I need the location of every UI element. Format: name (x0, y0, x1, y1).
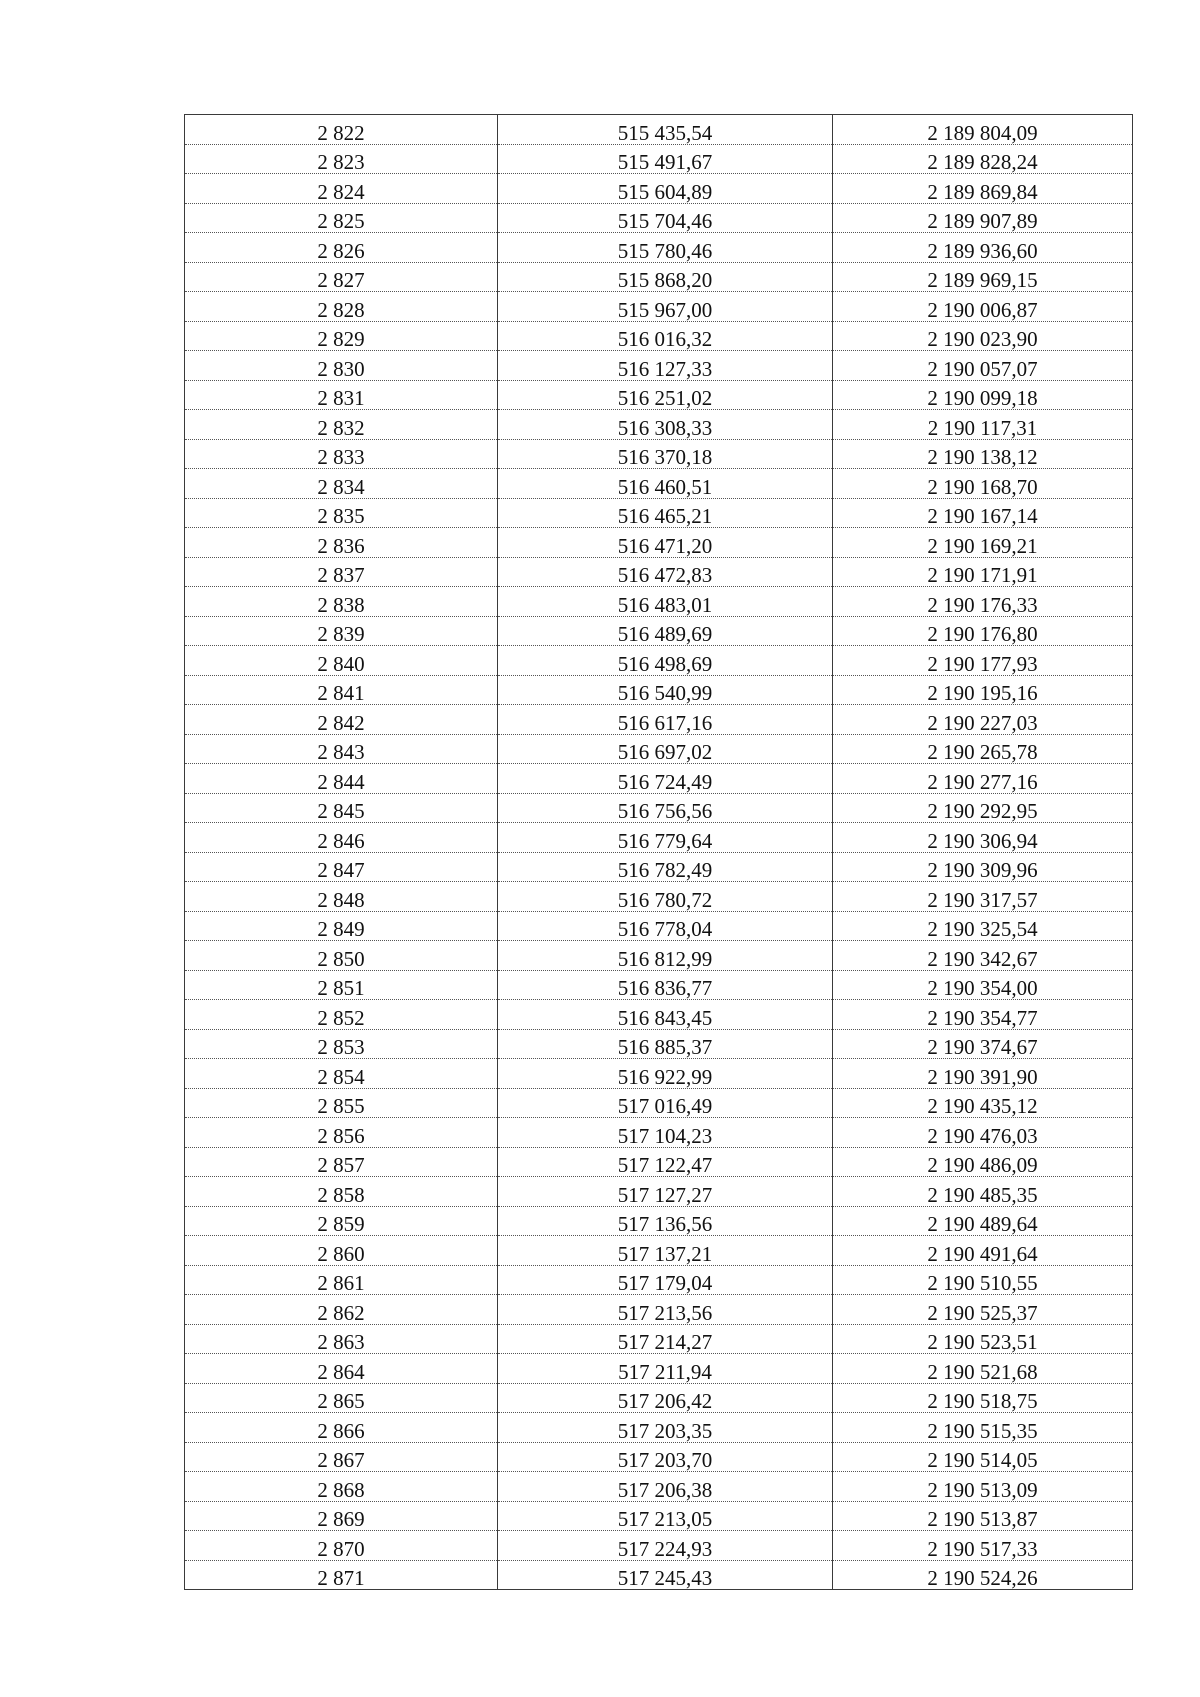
point-number-cell: 2 833 (185, 439, 498, 469)
coordinates-table-body (185, 115, 1133, 1590)
point-number-cell: 2 827 (185, 262, 498, 292)
x-coordinate-cell: 516 779,64 (498, 823, 833, 853)
x-coordinate-cell: 517 104,23 (498, 1118, 833, 1148)
table-row (185, 262, 1133, 292)
point-number-cell: 2 838 (185, 587, 498, 617)
y-coordinate-cell: 2 190 489,64 (833, 1206, 1133, 1236)
point-number-cell: 2 861 (185, 1265, 498, 1295)
point-number-cell: 2 839 (185, 616, 498, 646)
point-number-cell: 2 826 (185, 233, 498, 263)
y-coordinate-cell: 2 190 317,57 (833, 882, 1133, 912)
x-coordinate-cell: 515 967,00 (498, 292, 833, 322)
x-coordinate-cell: 517 213,56 (498, 1295, 833, 1325)
point-number-cell: 2 837 (185, 557, 498, 587)
table-row (185, 705, 1133, 735)
y-coordinate-cell: 2 190 177,93 (833, 646, 1133, 676)
y-coordinate-cell: 2 190 514,05 (833, 1442, 1133, 1472)
point-number-cell: 2 829 (185, 321, 498, 351)
point-number-cell: 2 848 (185, 882, 498, 912)
x-coordinate-cell: 517 179,04 (498, 1265, 833, 1295)
x-coordinate-cell: 515 604,89 (498, 174, 833, 204)
x-coordinate-cell: 517 136,56 (498, 1206, 833, 1236)
y-coordinate-cell: 2 190 325,54 (833, 911, 1133, 941)
x-coordinate-cell: 516 308,33 (498, 410, 833, 440)
y-coordinate-cell: 2 190 023,90 (833, 321, 1133, 351)
x-coordinate-cell: 516 016,32 (498, 321, 833, 351)
table-row (185, 203, 1133, 233)
x-coordinate-cell: 517 016,49 (498, 1088, 833, 1118)
x-coordinate-cell: 515 491,67 (498, 144, 833, 174)
point-number-cell: 2 842 (185, 705, 498, 735)
point-number-cell: 2 849 (185, 911, 498, 941)
y-coordinate-cell: 2 189 907,89 (833, 203, 1133, 233)
table-row (185, 1413, 1133, 1443)
table-row (185, 528, 1133, 558)
table-row (185, 852, 1133, 882)
table-row (185, 1177, 1133, 1207)
y-coordinate-cell: 2 189 969,15 (833, 262, 1133, 292)
table-row (185, 941, 1133, 971)
point-number-cell: 2 850 (185, 941, 498, 971)
x-coordinate-cell: 517 211,94 (498, 1354, 833, 1384)
y-coordinate-cell: 2 190 354,77 (833, 1000, 1133, 1030)
x-coordinate-cell: 516 778,04 (498, 911, 833, 941)
table-row (185, 1531, 1133, 1561)
y-coordinate-cell: 2 190 306,94 (833, 823, 1133, 853)
point-number-cell: 2 824 (185, 174, 498, 204)
y-coordinate-cell: 2 190 138,12 (833, 439, 1133, 469)
table-row (185, 174, 1133, 204)
x-coordinate-cell: 515 780,46 (498, 233, 833, 263)
table-row (185, 882, 1133, 912)
y-coordinate-cell: 2 190 476,03 (833, 1118, 1133, 1148)
point-number-cell: 2 847 (185, 852, 498, 882)
point-number-cell: 2 823 (185, 144, 498, 174)
x-coordinate-cell: 516 370,18 (498, 439, 833, 469)
x-coordinate-cell: 516 922,99 (498, 1059, 833, 1089)
table-row (185, 616, 1133, 646)
table-row (185, 1560, 1133, 1590)
x-coordinate-cell: 517 206,38 (498, 1472, 833, 1502)
y-coordinate-cell: 2 190 517,33 (833, 1531, 1133, 1561)
y-coordinate-cell: 2 190 521,68 (833, 1354, 1133, 1384)
y-coordinate-cell: 2 190 523,51 (833, 1324, 1133, 1354)
point-number-cell: 2 864 (185, 1354, 498, 1384)
y-coordinate-cell: 2 190 169,21 (833, 528, 1133, 558)
table-row (185, 351, 1133, 381)
point-number-cell: 2 835 (185, 498, 498, 528)
x-coordinate-cell: 516 483,01 (498, 587, 833, 617)
y-coordinate-cell: 2 190 117,31 (833, 410, 1133, 440)
y-coordinate-cell: 2 189 804,09 (833, 115, 1133, 145)
table-row (185, 1442, 1133, 1472)
x-coordinate-cell: 516 465,21 (498, 498, 833, 528)
y-coordinate-cell: 2 190 513,87 (833, 1501, 1133, 1531)
x-coordinate-cell: 517 203,35 (498, 1413, 833, 1443)
point-number-cell: 2 855 (185, 1088, 498, 1118)
y-coordinate-cell: 2 190 391,90 (833, 1059, 1133, 1089)
table-row (185, 1206, 1133, 1236)
table-row (185, 321, 1133, 351)
x-coordinate-cell: 516 843,45 (498, 1000, 833, 1030)
x-coordinate-cell: 517 206,42 (498, 1383, 833, 1413)
x-coordinate-cell: 515 868,20 (498, 262, 833, 292)
table-row (185, 115, 1133, 145)
table-row (185, 439, 1133, 469)
y-coordinate-cell: 2 190 176,33 (833, 587, 1133, 617)
point-number-cell: 2 866 (185, 1413, 498, 1443)
point-number-cell: 2 846 (185, 823, 498, 853)
y-coordinate-cell: 2 190 292,95 (833, 793, 1133, 823)
point-number-cell: 2 865 (185, 1383, 498, 1413)
point-number-cell: 2 828 (185, 292, 498, 322)
x-coordinate-cell: 516 460,51 (498, 469, 833, 499)
point-number-cell: 2 832 (185, 410, 498, 440)
point-number-cell: 2 854 (185, 1059, 498, 1089)
point-number-cell: 2 852 (185, 1000, 498, 1030)
point-number-cell: 2 869 (185, 1501, 498, 1531)
point-number-cell: 2 871 (185, 1560, 498, 1590)
x-coordinate-cell: 516 836,77 (498, 970, 833, 1000)
table-row (185, 144, 1133, 174)
x-coordinate-cell: 517 137,21 (498, 1236, 833, 1266)
point-number-cell: 2 862 (185, 1295, 498, 1325)
y-coordinate-cell: 2 190 485,35 (833, 1177, 1133, 1207)
table-row (185, 292, 1133, 322)
y-coordinate-cell: 2 189 936,60 (833, 233, 1133, 263)
x-coordinate-cell: 516 540,99 (498, 675, 833, 705)
table-row (185, 1059, 1133, 1089)
point-number-cell: 2 830 (185, 351, 498, 381)
y-coordinate-cell: 2 189 869,84 (833, 174, 1133, 204)
y-coordinate-cell: 2 190 057,07 (833, 351, 1133, 381)
x-coordinate-cell: 517 122,47 (498, 1147, 833, 1177)
table-row (185, 1265, 1133, 1295)
x-coordinate-cell: 516 885,37 (498, 1029, 833, 1059)
x-coordinate-cell: 515 704,46 (498, 203, 833, 233)
table-row (185, 734, 1133, 764)
table-row (185, 498, 1133, 528)
point-number-cell: 2 870 (185, 1531, 498, 1561)
table-row (185, 1383, 1133, 1413)
x-coordinate-cell: 516 812,99 (498, 941, 833, 971)
table-row (185, 587, 1133, 617)
point-number-cell: 2 863 (185, 1324, 498, 1354)
y-coordinate-cell: 2 190 518,75 (833, 1383, 1133, 1413)
point-number-cell: 2 841 (185, 675, 498, 705)
table-row (185, 764, 1133, 794)
x-coordinate-cell: 516 724,49 (498, 764, 833, 794)
table-row (185, 1088, 1133, 1118)
point-number-cell: 2 851 (185, 970, 498, 1000)
table-row (185, 823, 1133, 853)
point-number-cell: 2 825 (185, 203, 498, 233)
point-number-cell: 2 859 (185, 1206, 498, 1236)
x-coordinate-cell: 516 756,56 (498, 793, 833, 823)
table-row (185, 970, 1133, 1000)
table-row (185, 1472, 1133, 1502)
y-coordinate-cell: 2 190 195,16 (833, 675, 1133, 705)
point-number-cell: 2 867 (185, 1442, 498, 1472)
y-coordinate-cell: 2 190 374,67 (833, 1029, 1133, 1059)
y-coordinate-cell: 2 190 168,70 (833, 469, 1133, 499)
table-row (185, 1324, 1133, 1354)
y-coordinate-cell: 2 190 354,00 (833, 970, 1133, 1000)
coordinates-table (184, 114, 1133, 1590)
point-number-cell: 2 834 (185, 469, 498, 499)
x-coordinate-cell: 517 245,43 (498, 1560, 833, 1590)
y-coordinate-cell: 2 190 491,64 (833, 1236, 1133, 1266)
y-coordinate-cell: 2 190 486,09 (833, 1147, 1133, 1177)
y-coordinate-cell: 2 190 513,09 (833, 1472, 1133, 1502)
table-row (185, 1000, 1133, 1030)
point-number-cell: 2 858 (185, 1177, 498, 1207)
x-coordinate-cell: 516 697,02 (498, 734, 833, 764)
table-row (185, 1118, 1133, 1148)
x-coordinate-cell: 516 782,49 (498, 852, 833, 882)
x-coordinate-cell: 517 213,05 (498, 1501, 833, 1531)
table-row (185, 646, 1133, 676)
point-number-cell: 2 856 (185, 1118, 498, 1148)
point-number-cell: 2 840 (185, 646, 498, 676)
y-coordinate-cell: 2 190 167,14 (833, 498, 1133, 528)
x-coordinate-cell: 517 224,93 (498, 1531, 833, 1561)
point-number-cell: 2 843 (185, 734, 498, 764)
y-coordinate-cell: 2 190 515,35 (833, 1413, 1133, 1443)
point-number-cell: 2 868 (185, 1472, 498, 1502)
table-row (185, 233, 1133, 263)
x-coordinate-cell: 516 617,16 (498, 705, 833, 735)
y-coordinate-cell: 2 190 342,67 (833, 941, 1133, 971)
y-coordinate-cell: 2 190 277,16 (833, 764, 1133, 794)
x-coordinate-cell: 517 214,27 (498, 1324, 833, 1354)
x-coordinate-cell: 516 498,69 (498, 646, 833, 676)
x-coordinate-cell: 516 780,72 (498, 882, 833, 912)
table-row (185, 380, 1133, 410)
point-number-cell: 2 836 (185, 528, 498, 558)
point-number-cell: 2 860 (185, 1236, 498, 1266)
table-row (185, 557, 1133, 587)
y-coordinate-cell: 2 190 525,37 (833, 1295, 1133, 1325)
y-coordinate-cell: 2 190 176,80 (833, 616, 1133, 646)
x-coordinate-cell: 516 251,02 (498, 380, 833, 410)
table-row (185, 1354, 1133, 1384)
table-row (185, 410, 1133, 440)
y-coordinate-cell: 2 190 227,03 (833, 705, 1133, 735)
x-coordinate-cell: 516 471,20 (498, 528, 833, 558)
x-coordinate-cell: 515 435,54 (498, 115, 833, 145)
y-coordinate-cell: 2 190 265,78 (833, 734, 1133, 764)
table-row (185, 1236, 1133, 1266)
point-number-cell: 2 822 (185, 115, 498, 145)
point-number-cell: 2 845 (185, 793, 498, 823)
table-row (185, 1029, 1133, 1059)
x-coordinate-cell: 517 203,70 (498, 1442, 833, 1472)
y-coordinate-cell: 2 190 510,55 (833, 1265, 1133, 1295)
point-number-cell: 2 853 (185, 1029, 498, 1059)
y-coordinate-cell: 2 190 309,96 (833, 852, 1133, 882)
y-coordinate-cell: 2 190 006,87 (833, 292, 1133, 322)
x-coordinate-cell: 516 127,33 (498, 351, 833, 381)
y-coordinate-cell: 2 190 171,91 (833, 557, 1133, 587)
table-row (185, 793, 1133, 823)
point-number-cell: 2 831 (185, 380, 498, 410)
y-coordinate-cell: 2 190 524,26 (833, 1560, 1133, 1590)
y-coordinate-cell: 2 190 099,18 (833, 380, 1133, 410)
point-number-cell: 2 844 (185, 764, 498, 794)
x-coordinate-cell: 516 472,83 (498, 557, 833, 587)
x-coordinate-cell: 516 489,69 (498, 616, 833, 646)
y-coordinate-cell: 2 189 828,24 (833, 144, 1133, 174)
table-row (185, 469, 1133, 499)
table-row (185, 911, 1133, 941)
table-row (185, 675, 1133, 705)
point-number-cell: 2 857 (185, 1147, 498, 1177)
table-row (185, 1147, 1133, 1177)
x-coordinate-cell: 517 127,27 (498, 1177, 833, 1207)
table-row (185, 1501, 1133, 1531)
table-row (185, 1295, 1133, 1325)
y-coordinate-cell: 2 190 435,12 (833, 1088, 1133, 1118)
